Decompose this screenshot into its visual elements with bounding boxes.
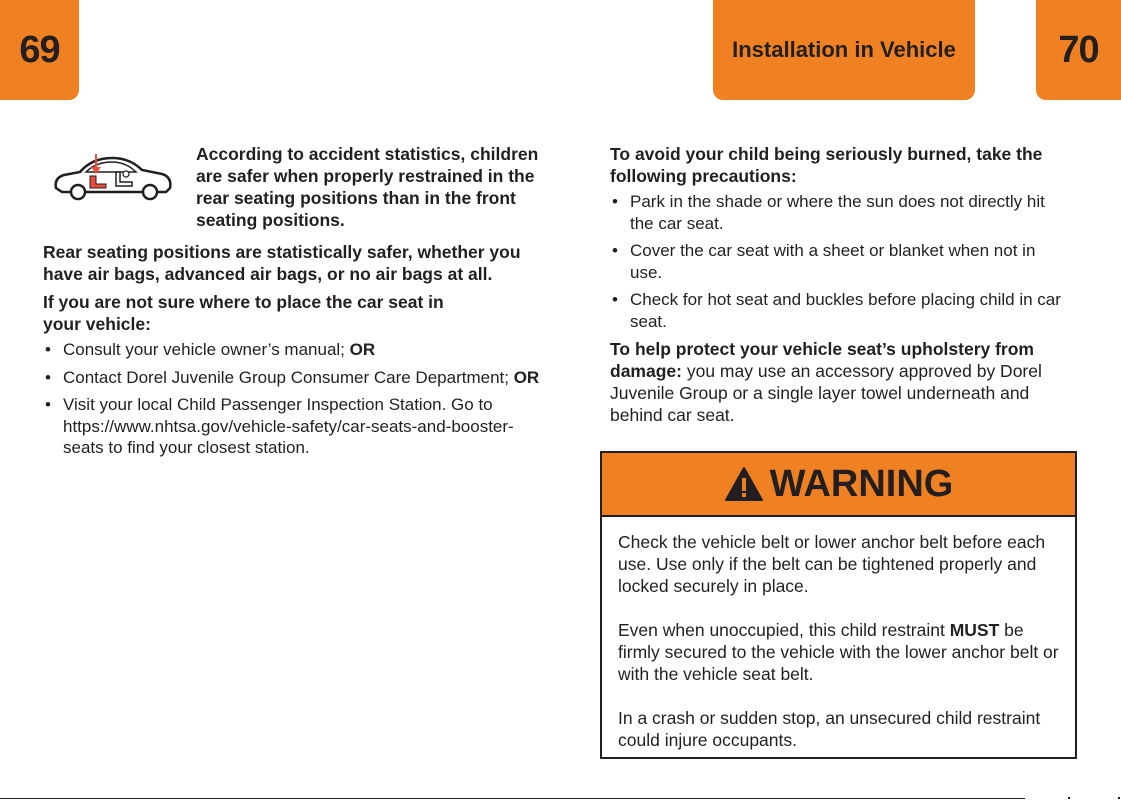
bullet-icon: • [45, 340, 51, 359]
crop-mark [1118, 797, 1120, 799]
intro-statement: According to accident statistics, children are safer when properly restrained in the rear seating positions than in the front seating positions. [196, 144, 539, 230]
warning-triangle-icon [724, 466, 764, 502]
page-number-left: 69 [0, 0, 79, 100]
right-column [610, 143, 1070, 426]
unsure-heading: If you are not sure where to place the car seat in your vehicle: [43, 292, 444, 334]
upholstery-paragraph: To help protect your vehicle seat’s upholstery from damage: you may use an accessory approved by Dorel Juvenile Group or a single layer towel underneath and behind car seat. [610, 339, 1042, 425]
warning-title: WARNING [769, 462, 954, 505]
placement-list [43, 339, 543, 459]
list-item: • Cover the car seat with a sheet or blanket when not in use. [612, 241, 1036, 282]
bullet-icon: • [45, 395, 51, 414]
crop-mark [1068, 797, 1070, 799]
burn-heading: To avoid your child being seriously burned, take the following precautions: [610, 144, 1043, 186]
list-item: • Visit your local Child Passenger Inspection Station. Go to https://www.nhtsa.gov/vehicle-safety/car-seats-and-booster-seats to find your closest station. [45, 395, 514, 457]
warning-header [602, 453, 1075, 517]
page-number-right: 70 [1036, 0, 1121, 100]
warning-body [602, 517, 1075, 751]
bullet-icon: • [612, 192, 618, 211]
rear-safer-statement: Rear seating positions are statistically safer, whether you have air bags, advanced air bags, or no air bags at all. [43, 242, 521, 284]
bullet-icon: • [612, 290, 618, 309]
warning-paragraph-3: In a crash or sudden stop, an unsecured child restraint could injure occupants. [618, 708, 1041, 750]
warning-paragraph-1: Check the vehicle belt or lower anchor belt before each use. Use only if the belt can be tightened properly and locked securely in place. [618, 532, 1046, 596]
bullet-icon: • [612, 241, 618, 260]
section-title: Installation in Vehicle [713, 0, 975, 100]
list-item: • Contact Dorel Juvenile Group Consumer Care Department; OR [45, 367, 540, 387]
list-item: • Park in the shade or where the sun does not directly hit the car seat. [612, 192, 1045, 233]
burn-precautions-list [610, 191, 1070, 332]
bullet-icon: • [45, 367, 51, 387]
warning-box [600, 451, 1077, 759]
footer-rule [0, 798, 1025, 799]
left-column [43, 143, 543, 465]
warning-paragraph-2: Even when unoccupied, this child restraint MUST be firmly secured to the vehicle with the lower anchor belt or with the vehicle seat belt. [618, 620, 1059, 684]
list-item: • Check for hot seat and buckles before placing child in car seat. [612, 290, 1061, 331]
list-item: • Consult your vehicle owner’s manual; OR [45, 340, 376, 359]
